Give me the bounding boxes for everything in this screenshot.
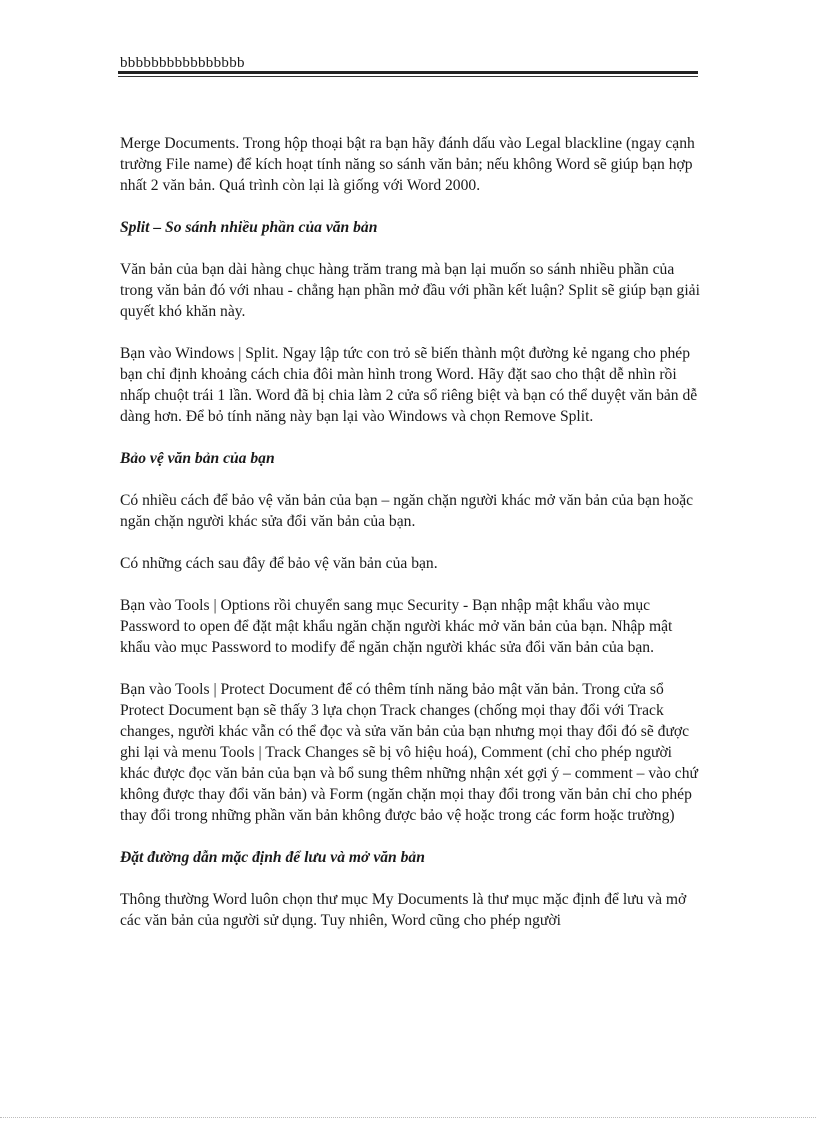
- paragraph-merge-documents: Merge Documents. Trong hộp thoại bật ra bạn hãy đánh dấu vào Legal blackline (ngay cạnh trường File name) để kích hoạt tính năng so sánh văn bản; nếu không Word sẽ giúp bạn hợp nhất 2 văn bản. Quá trình còn lại là giống với Word 2000.: [120, 135, 695, 194]
- paragraph-protect-options: Bạn vào Tools | Options rồi chuyển sang mục Security - Bạn nhập mật khẩu vào mục Password to open để đặt mật khẩu ngăn chặn người khác mở văn bản của bạn. Nhập mật khẩu vào mục Password to modify để ngăn chặn người khác sửa đổi văn bản của bạn.: [120, 597, 673, 656]
- page-bottom-border: [0, 1117, 816, 1118]
- heading-split: Split – So sánh nhiều phần của văn bản: [120, 219, 378, 236]
- paragraph-protect-document: Bạn vào Tools | Protect Document để có thêm tính năng bảo mật văn bản. Trong cửa sổ Protect Document bạn sẽ thấy 3 lựa chọn Track changes (chống mọi thay đổi với Track changes, người khác vẫn có thể đọc và sửa văn bản của bạn nhưng mọi thay đổi đó sẽ được ghi lại và menu Tools | Track Changes sẽ bị vô hiệu hoá), Comment (chỉ cho phép người khác được đọc văn bản của bạn và bổ sung thêm những nhận xét gợi ý – comment – vào chứ không được thay đổi văn bản) và Form (ngăn chặn mọi thay đổi trong văn bản chỉ cho phép thay đổi trong những phần văn bản không được bảo vệ hoặc trong các form hoặc trường): [120, 681, 698, 824]
- paragraph-split-intro: Văn bản của bạn dài hàng chục hàng trăm trang mà bạn lại muốn so sánh nhiều phần của trong văn bản đó với nhau - chẳng hạn phần mở đầu với phần kết luận? Split sẽ giúp bạn giải quyết khó khăn này.: [120, 261, 700, 320]
- page-header: bbbbbbbbbbbbbbbb: [120, 55, 245, 71]
- paragraph-default-path: Thông thường Word luôn chọn thư mục My Documents là thư mục mặc định để lưu và mở các văn bản của người sử dụng. Tuy nhiên, Word cũng cho phép người: [120, 891, 687, 929]
- paragraph-split-steps: Bạn vào Windows | Split. Ngay lập tức con trỏ sẽ biến thành một đường kẻ ngang cho phép bạn chỉ định khoảng cách chia đôi màn hình trong Word. Hãy đặt sao cho thật dễ nhìn rồi nhấp chuột trái 1 lần. Word đã bị chia làm 2 cửa sổ riêng biệt và bạn có thể duyệt văn bản dễ dàng hơn. Để bỏ tính năng này bạn lại vào Windows và chọn Remove Split.: [120, 345, 698, 425]
- paragraph-protect-ways: Có những cách sau đây để bảo vệ văn bản của bạn.: [120, 555, 438, 572]
- heading-default-path: Đặt đường dẫn mặc định để lưu và mở văn bản: [120, 849, 425, 866]
- document-body: [120, 133, 700, 952]
- header-rule-thin: [118, 76, 698, 77]
- paragraph-protect-intro: Có nhiều cách để bảo vệ văn bản của bạn – ngăn chặn người khác mở văn bản của bạn hoặc ngăn chặn người khác sửa đổi văn bản của bạn.: [120, 492, 694, 530]
- header-rule-thick: [118, 71, 698, 74]
- heading-protect: Bảo vệ văn bản của bạn: [120, 450, 275, 467]
